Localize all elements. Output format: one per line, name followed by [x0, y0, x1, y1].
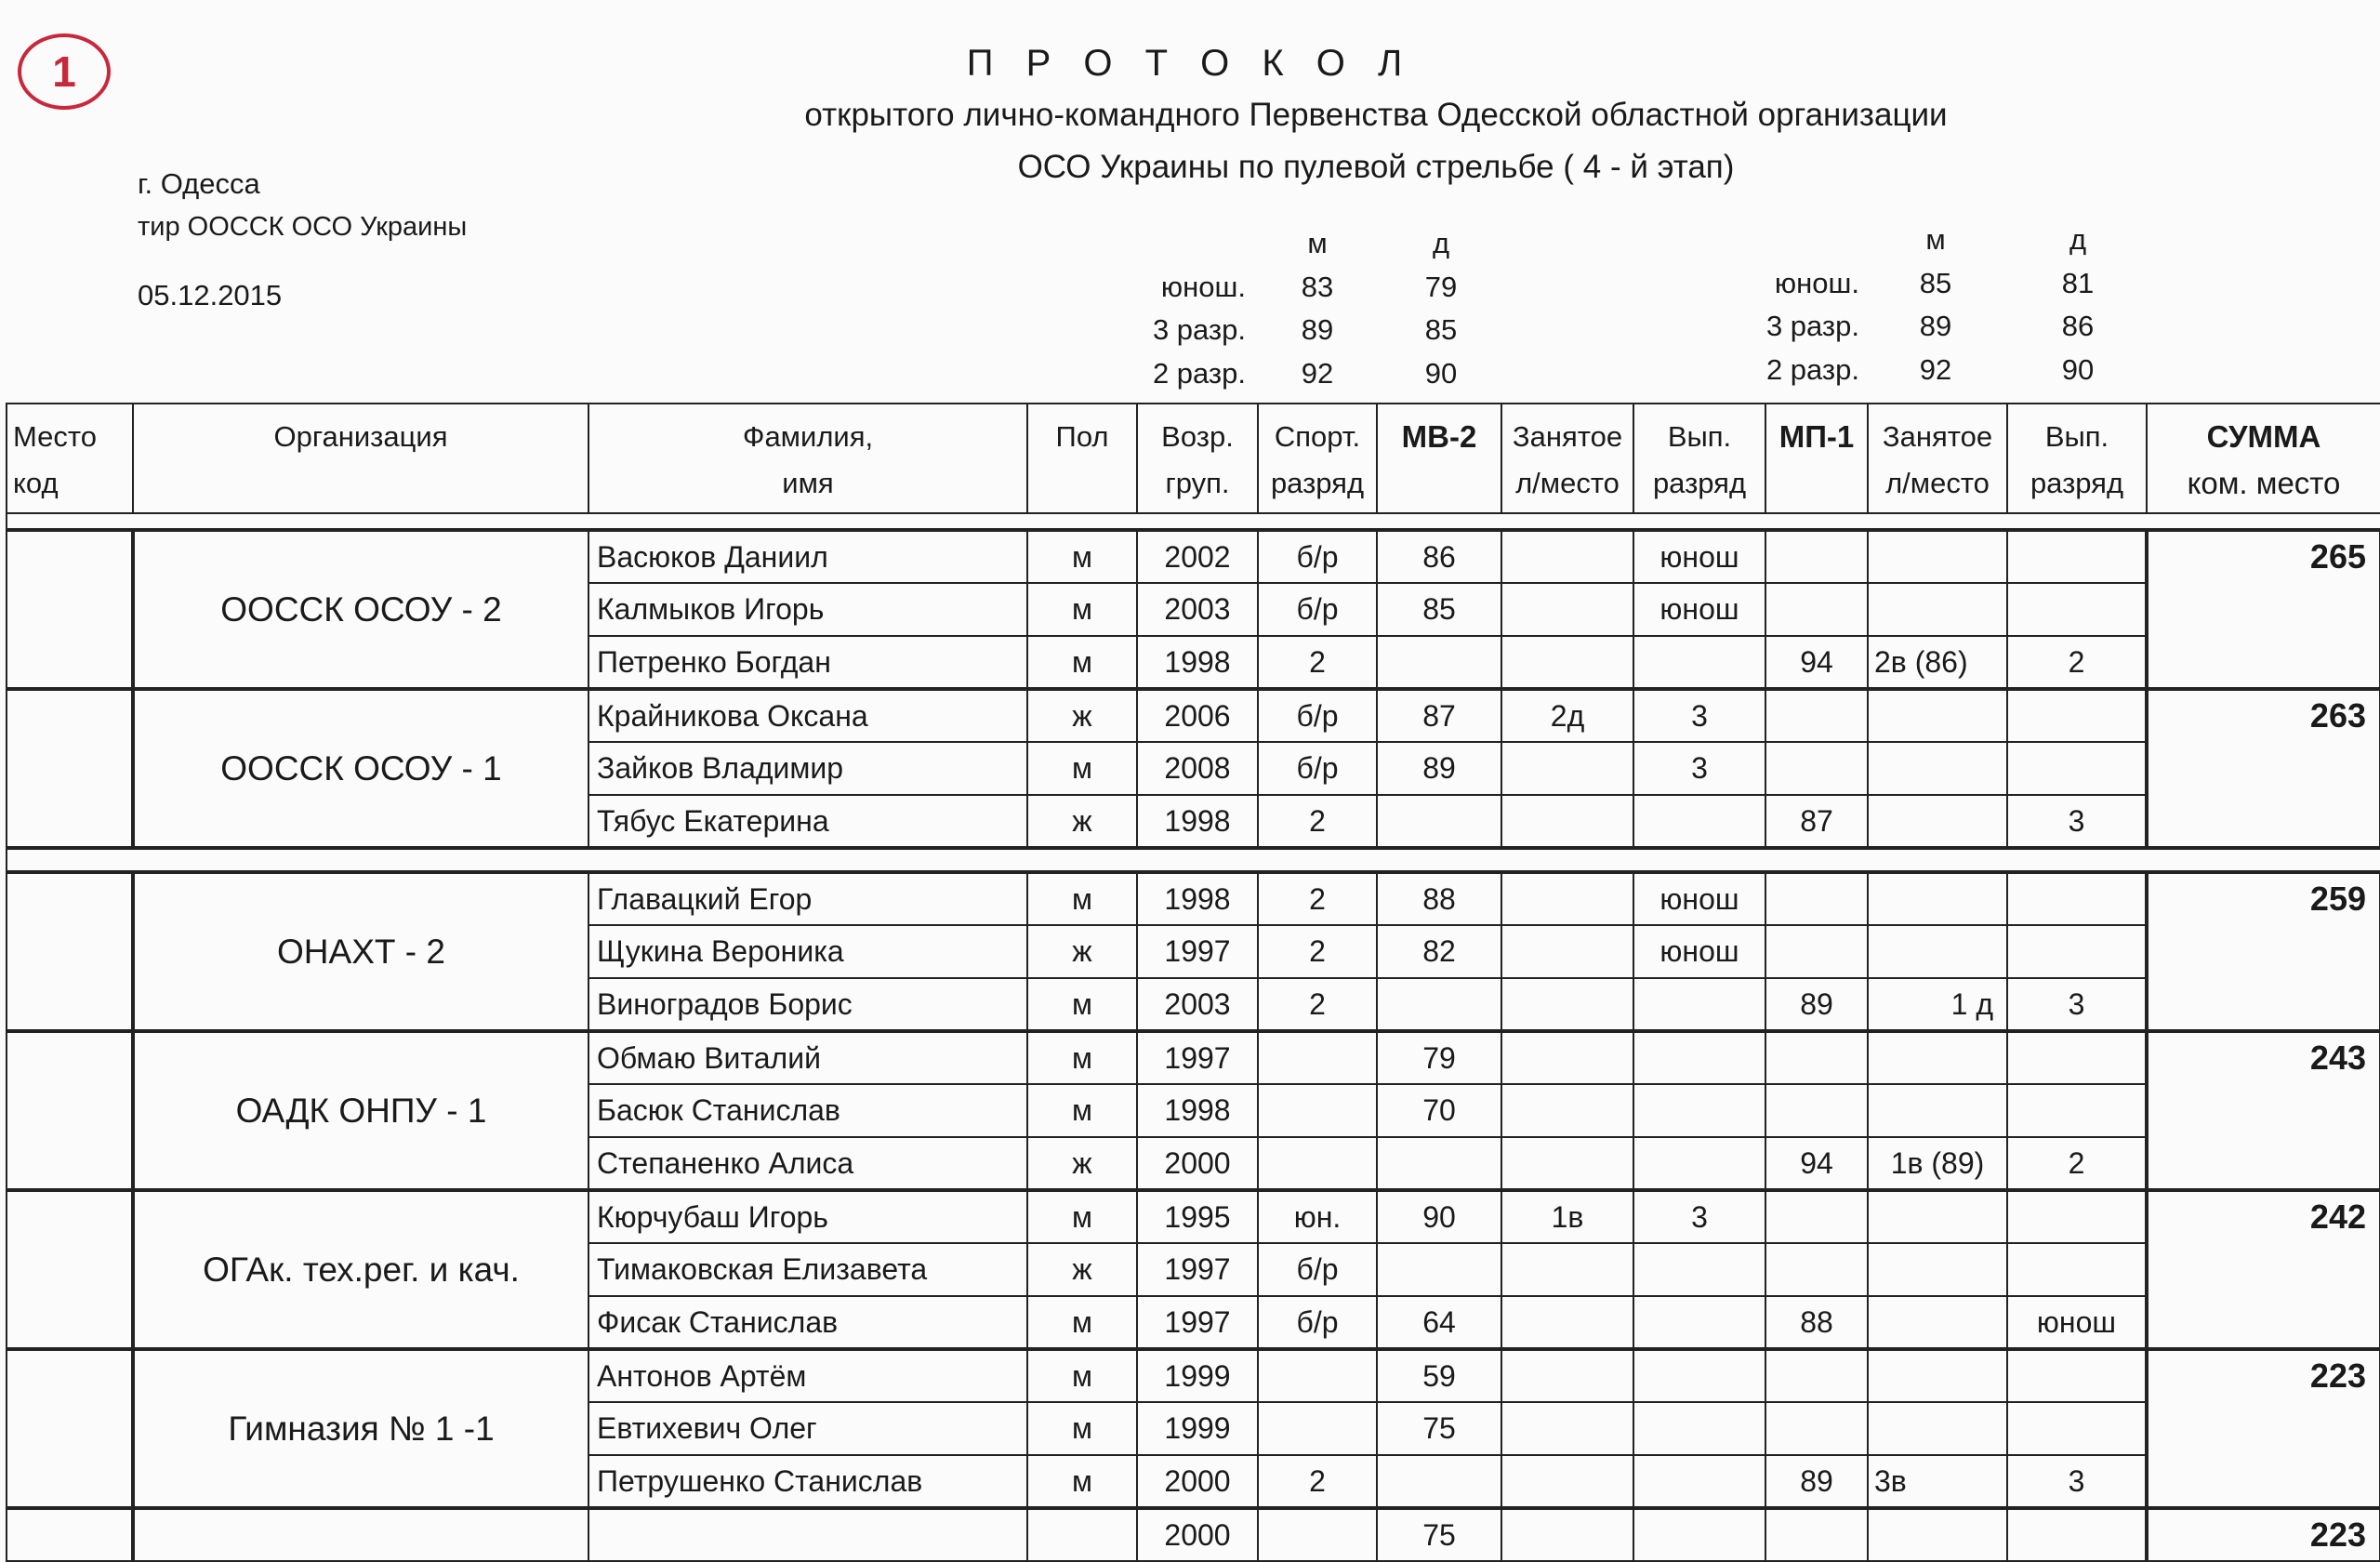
athlete-rank: 2 [1258, 636, 1377, 689]
athlete-rank: б/р [1258, 1296, 1377, 1349]
athlete-year: 2008 [1137, 742, 1258, 795]
mv2-score: 75 [1377, 1402, 1501, 1455]
col-header-mv-done: Вып. разряд [1633, 404, 1765, 513]
athlete-sex: ж [1027, 795, 1137, 848]
mv-done: 3 [1633, 1190, 1765, 1243]
mv2-score: 85 [1377, 583, 1501, 636]
col-header-sum: СУММА ком. место [2147, 404, 2380, 513]
mv-place [1501, 583, 1633, 636]
mv-place [1501, 636, 1633, 689]
mv2-score: 75 [1377, 1508, 1501, 1561]
std-right-value: 86 [2061, 310, 2095, 342]
std-left-value: 79 [1424, 271, 1458, 303]
athlete-name: Крайникова Оксана [588, 689, 1027, 742]
athlete-rank: 2 [1258, 872, 1377, 925]
athlete-name: Зайков Владимир [588, 742, 1027, 795]
mv2-score: 86 [1377, 530, 1501, 583]
mv-done [1633, 1455, 1765, 1508]
mv2-score [1377, 1455, 1501, 1508]
col-header-mv2: МВ-2 [1377, 404, 1501, 513]
std-left-value: 85 [1424, 313, 1458, 346]
mp-done: 2 [2007, 636, 2147, 689]
std-right-value: 90 [2061, 353, 2095, 386]
team-place-cell [7, 1349, 133, 1508]
std-right-label: юнош. [1774, 267, 1859, 299]
table-row [7, 1031, 2380, 1084]
athlete-sex: ж [1027, 689, 1137, 742]
col-header-org: Организация [133, 404, 588, 513]
mv-place [1501, 1455, 1633, 1508]
athlete-rank: б/р [1258, 530, 1377, 583]
std-right-col-d: д [2069, 223, 2087, 256]
athlete-sex: м [1027, 1190, 1137, 1243]
athlete-sex: м [1027, 978, 1137, 1031]
athlete-rank: б/р [1258, 689, 1377, 742]
mv-done: 3 [1633, 689, 1765, 742]
mv-done [1633, 978, 1765, 1031]
mv-place [1501, 530, 1633, 583]
mv2-score [1377, 978, 1501, 1031]
mv-done [1633, 1296, 1765, 1349]
mp-done [2007, 1084, 2147, 1137]
athlete-rank: юн. [1258, 1190, 1377, 1243]
col-header-mv-place: Занятое л/место [1501, 404, 1633, 513]
std-right-value: 89 [1919, 310, 1952, 342]
athlete-rank [1258, 1508, 1377, 1561]
athlete-name: Виноградов Борис [588, 978, 1027, 1031]
athlete-name: Тимаковская Елизавета [588, 1243, 1027, 1296]
athlete-rank [1258, 1084, 1377, 1137]
mv2-score: 90 [1377, 1190, 1501, 1243]
mp-place [1868, 1190, 2007, 1243]
city: г. Одесса [138, 167, 260, 200]
std-right-value: 85 [1919, 267, 1952, 299]
athlete-name: Евтихевич Олег [588, 1402, 1027, 1455]
std-left-label: 3 разр. [1152, 313, 1246, 346]
team-org [133, 1508, 588, 1561]
athlete-year: 1995 [1137, 1190, 1258, 1243]
athlete-sex: м [1027, 1349, 1137, 1402]
athlete-sex: ж [1027, 1243, 1137, 1296]
mp1-score [1765, 530, 1868, 583]
mv-place [1501, 872, 1633, 925]
table-header-row [7, 404, 2380, 513]
mp-done: 3 [2007, 1455, 2147, 1508]
mp-place [1868, 689, 2007, 742]
mp-done [2007, 1031, 2147, 1084]
athlete-rank: б/р [1258, 583, 1377, 636]
mv-place [1501, 795, 1633, 848]
team-place-cell [7, 1031, 133, 1190]
team-sum: 263 [2147, 689, 2380, 848]
athlete-sex: м [1027, 1402, 1137, 1455]
mv2-score: 64 [1377, 1296, 1501, 1349]
mv-done: юнош [1633, 583, 1765, 636]
mv-done [1633, 1031, 1765, 1084]
athlete-name: Щукина Вероника [588, 925, 1027, 978]
mv-place [1501, 1031, 1633, 1084]
mp-done [2007, 530, 2147, 583]
mv-done: юнош [1633, 872, 1765, 925]
std-left-col-d: д [1432, 227, 1450, 259]
mp-done [2007, 1190, 2147, 1243]
team-sum: 243 [2147, 1031, 2380, 1190]
table-row [7, 1508, 2380, 1561]
mp-place [1868, 1031, 2007, 1084]
team-sum: 223 [2147, 1508, 2380, 1561]
mv2-score: 70 [1377, 1084, 1501, 1137]
mv-place [1501, 1349, 1633, 1402]
table-row [7, 1349, 2380, 1402]
mp1-score [1765, 583, 1868, 636]
mp1-score [1765, 1243, 1868, 1296]
athlete-rank [1258, 1137, 1377, 1190]
team-place-cell [7, 689, 133, 848]
athlete-year: 1998 [1137, 636, 1258, 689]
standards-right [1729, 223, 2120, 400]
standards-left [1116, 227, 1488, 404]
mv-done [1633, 636, 1765, 689]
mv-done [1633, 1243, 1765, 1296]
athlete-year: 2002 [1137, 530, 1258, 583]
team-org: ООССК ОСОУ - 1 [133, 689, 588, 848]
mv-done: юнош [1633, 530, 1765, 583]
mv-place [1501, 1243, 1633, 1296]
mp-done [2007, 1349, 2147, 1402]
athlete-rank: 2 [1258, 925, 1377, 978]
athlete-rank: б/р [1258, 1243, 1377, 1296]
mp-place [1868, 872, 2007, 925]
mp-place [1868, 1243, 2007, 1296]
table-row [7, 872, 2380, 925]
mv-place [1501, 1296, 1633, 1349]
athlete-sex: м [1027, 1296, 1137, 1349]
document-subtitle-line1: открытого лично-командного Первенства Одесской областной организации [804, 97, 1948, 133]
athlete-year: 1999 [1137, 1402, 1258, 1455]
mp-done: 3 [2007, 795, 2147, 848]
mv-done [1633, 1349, 1765, 1402]
venue: тир ООССК ОСО Украины [138, 212, 468, 242]
athlete-rank [1258, 1349, 1377, 1402]
athlete-year: 2006 [1137, 689, 1258, 742]
mv-place: 1в [1501, 1190, 1633, 1243]
team-org: ОГАк. тех.рег. и кач. [133, 1190, 588, 1349]
mv-done [1633, 1402, 1765, 1455]
mv2-score: 89 [1377, 742, 1501, 795]
athlete-year: 1997 [1137, 1243, 1258, 1296]
mv-place [1501, 1508, 1633, 1561]
mp-place: 1в (89) [1868, 1137, 2007, 1190]
athlete-name: Антонов Артём [588, 1349, 1027, 1402]
athlete-sex: м [1027, 530, 1137, 583]
mp-done [2007, 583, 2147, 636]
mp-done [2007, 1508, 2147, 1561]
team-place-cell [7, 1190, 133, 1349]
athlete-year: 2000 [1137, 1137, 1258, 1190]
mp-place [1868, 925, 2007, 978]
mp1-score [1765, 1031, 1868, 1084]
table-row [7, 689, 2380, 742]
mv-done: юнош [1633, 925, 1765, 978]
athlete-rank: 2 [1258, 795, 1377, 848]
mp1-score: 87 [1765, 795, 1868, 848]
athlete-year: 1997 [1137, 1296, 1258, 1349]
mp1-score [1765, 1349, 1868, 1402]
athlete-sex: м [1027, 1455, 1137, 1508]
athlete-year: 2000 [1137, 1455, 1258, 1508]
mp-place [1868, 1508, 2007, 1561]
mv2-score [1377, 795, 1501, 848]
mp-place [1868, 1349, 2007, 1402]
col-header-mp-done: Вып. разряд [2007, 404, 2147, 513]
team-sum: 265 [2147, 530, 2380, 689]
team-org: ОНАХТ - 2 [133, 872, 588, 1031]
col-header-mp1: МП-1 [1765, 404, 1868, 513]
team-sum: 259 [2147, 872, 2380, 1031]
header-separator [7, 513, 2380, 530]
mv2-score: 59 [1377, 1349, 1501, 1402]
athlete-year: 1997 [1137, 925, 1258, 978]
athlete-name: Калмыков Игорь [588, 583, 1027, 636]
std-right-value: 92 [1919, 353, 1952, 386]
std-left-value: 92 [1301, 357, 1334, 390]
mv-place [1501, 978, 1633, 1031]
table-row [7, 530, 2380, 583]
athlete-year: 1998 [1137, 872, 1258, 925]
athlete-sex: м [1027, 1084, 1137, 1137]
mv-place [1501, 742, 1633, 795]
mp-done [2007, 742, 2147, 795]
athlete-name: Васюков Даниил [588, 530, 1027, 583]
athlete-year: 1997 [1137, 1031, 1258, 1084]
athlete-rank [1258, 1402, 1377, 1455]
mp1-score [1765, 1084, 1868, 1137]
athlete-year: 2003 [1137, 978, 1258, 1031]
mv-place: 2д [1501, 689, 1633, 742]
mv-done [1633, 1084, 1765, 1137]
athlete-sex: м [1027, 583, 1137, 636]
date: 05.12.2015 [138, 279, 283, 311]
mp-place [1868, 1402, 2007, 1455]
mp-place: 2в (86) [1868, 636, 2007, 689]
mp-done [2007, 872, 2147, 925]
team-sum: 242 [2147, 1190, 2380, 1349]
mv-place [1501, 1137, 1633, 1190]
page-number-badge: 1 [18, 33, 111, 110]
mp1-score [1765, 1508, 1868, 1561]
mp-done [2007, 1402, 2147, 1455]
mp1-score: 94 [1765, 636, 1868, 689]
std-right-col-m: м [1925, 223, 1946, 256]
mv2-score [1377, 636, 1501, 689]
athlete-rank [1258, 1031, 1377, 1084]
std-left-value: 89 [1301, 313, 1334, 346]
mp-place [1868, 1296, 2007, 1349]
athlete-name: Кюрчубаш Игорь [588, 1190, 1027, 1243]
athlete-year: 1999 [1137, 1349, 1258, 1402]
mv-place [1501, 925, 1633, 978]
mp-done: 3 [2007, 978, 2147, 1031]
std-right-label: 3 разр. [1765, 310, 1859, 342]
athlete-name: Обмаю Виталий [588, 1031, 1027, 1084]
mp-place [1868, 742, 2007, 795]
mv2-score: 79 [1377, 1031, 1501, 1084]
std-left-col-m: м [1307, 227, 1328, 259]
athlete-sex: м [1027, 872, 1137, 925]
mp-place: 3в [1868, 1455, 2007, 1508]
mp1-score [1765, 1402, 1868, 1455]
athlete-rank: 2 [1258, 1455, 1377, 1508]
athlete-rank: 2 [1258, 978, 1377, 1031]
team-org: ОАДК ОНПУ - 1 [133, 1031, 588, 1190]
mv-place [1501, 1084, 1633, 1137]
athlete-name: Петренко Богдан [588, 636, 1027, 689]
athlete-sex: м [1027, 742, 1137, 795]
team-sum: 223 [2147, 1349, 2380, 1508]
team-place-cell [7, 1508, 133, 1561]
std-left-label: 2 разр. [1152, 357, 1246, 390]
mp1-score: 94 [1765, 1137, 1868, 1190]
mp-place [1868, 530, 2007, 583]
mp-place [1868, 1084, 2007, 1137]
mp-done [2007, 689, 2147, 742]
athlete-name: Петрушенко Станислав [588, 1455, 1027, 1508]
mv2-score [1377, 1137, 1501, 1190]
athlete-sex: ж [1027, 1137, 1137, 1190]
mp1-score [1765, 1190, 1868, 1243]
mp-done [2007, 1243, 2147, 1296]
mp-done: юнош [2007, 1296, 2147, 1349]
athlete-year: 1998 [1137, 795, 1258, 848]
mv-done [1633, 1508, 1765, 1561]
col-header-sex: Пол [1027, 404, 1137, 513]
athlete-year: 1998 [1137, 1084, 1258, 1137]
std-left-value: 83 [1301, 271, 1334, 303]
athlete-sex: ж [1027, 925, 1137, 978]
mp-done: 2 [2007, 1137, 2147, 1190]
document-title: П Р О Т О К О Л [966, 43, 1414, 84]
mv-done [1633, 795, 1765, 848]
athlete-name: Тябус Екатерина [588, 795, 1027, 848]
results-table [6, 403, 2380, 1562]
athlete-name: Степаненко Алиса [588, 1137, 1027, 1190]
mp-place: 1 д [1868, 978, 2007, 1031]
mp1-score [1765, 689, 1868, 742]
mp-place [1868, 795, 2007, 848]
athlete-sex: м [1027, 1031, 1137, 1084]
std-right-value: 81 [2061, 267, 2095, 299]
athlete-name: Главацкий Егор [588, 872, 1027, 925]
mv2-score: 82 [1377, 925, 1501, 978]
mp-place [1868, 583, 2007, 636]
team-place-cell [7, 530, 133, 689]
std-left-label: юнош. [1160, 271, 1246, 303]
mp1-score [1765, 872, 1868, 925]
team-org: Гимназия № 1 -1 [133, 1349, 588, 1508]
mp-done [2007, 925, 2147, 978]
mp1-score [1765, 742, 1868, 795]
athlete-sex [1027, 1508, 1137, 1561]
team-place-cell [7, 872, 133, 1031]
document-subtitle-line2: ОСО Украины по пулевой стрельбе ( 4 - й этап) [1017, 149, 1735, 185]
athlete-name: Басюк Станислав [588, 1084, 1027, 1137]
col-header-place: Место код [7, 404, 133, 513]
athlete-rank: б/р [1258, 742, 1377, 795]
athlete-year: 2000 [1137, 1508, 1258, 1561]
athlete-sex: м [1027, 636, 1137, 689]
mp1-score: 89 [1765, 1455, 1868, 1508]
std-left-value: 90 [1424, 357, 1458, 390]
team-org: ООССК ОСОУ - 2 [133, 530, 588, 689]
mv-done [1633, 1137, 1765, 1190]
athlete-name [588, 1508, 1027, 1561]
table-row [7, 1190, 2380, 1243]
col-header-mp-place: Занятое л/место [1868, 404, 2007, 513]
col-header-age: Возр. груп. [1137, 404, 1258, 513]
athlete-year: 2003 [1137, 583, 1258, 636]
group-separator [7, 848, 2380, 872]
athlete-name: Фисак Станислав [588, 1296, 1027, 1349]
col-header-rank: Спорт. разряд [1258, 404, 1377, 513]
mv-place [1501, 1402, 1633, 1455]
mp1-score: 88 [1765, 1296, 1868, 1349]
std-right-label: 2 разр. [1765, 353, 1859, 386]
mv2-score: 87 [1377, 689, 1501, 742]
mp1-score: 89 [1765, 978, 1868, 1031]
col-header-name: Фамилия, имя [588, 404, 1027, 513]
mp1-score [1765, 925, 1868, 978]
mv2-score [1377, 1243, 1501, 1296]
mv2-score: 88 [1377, 872, 1501, 925]
mv-done: 3 [1633, 742, 1765, 795]
